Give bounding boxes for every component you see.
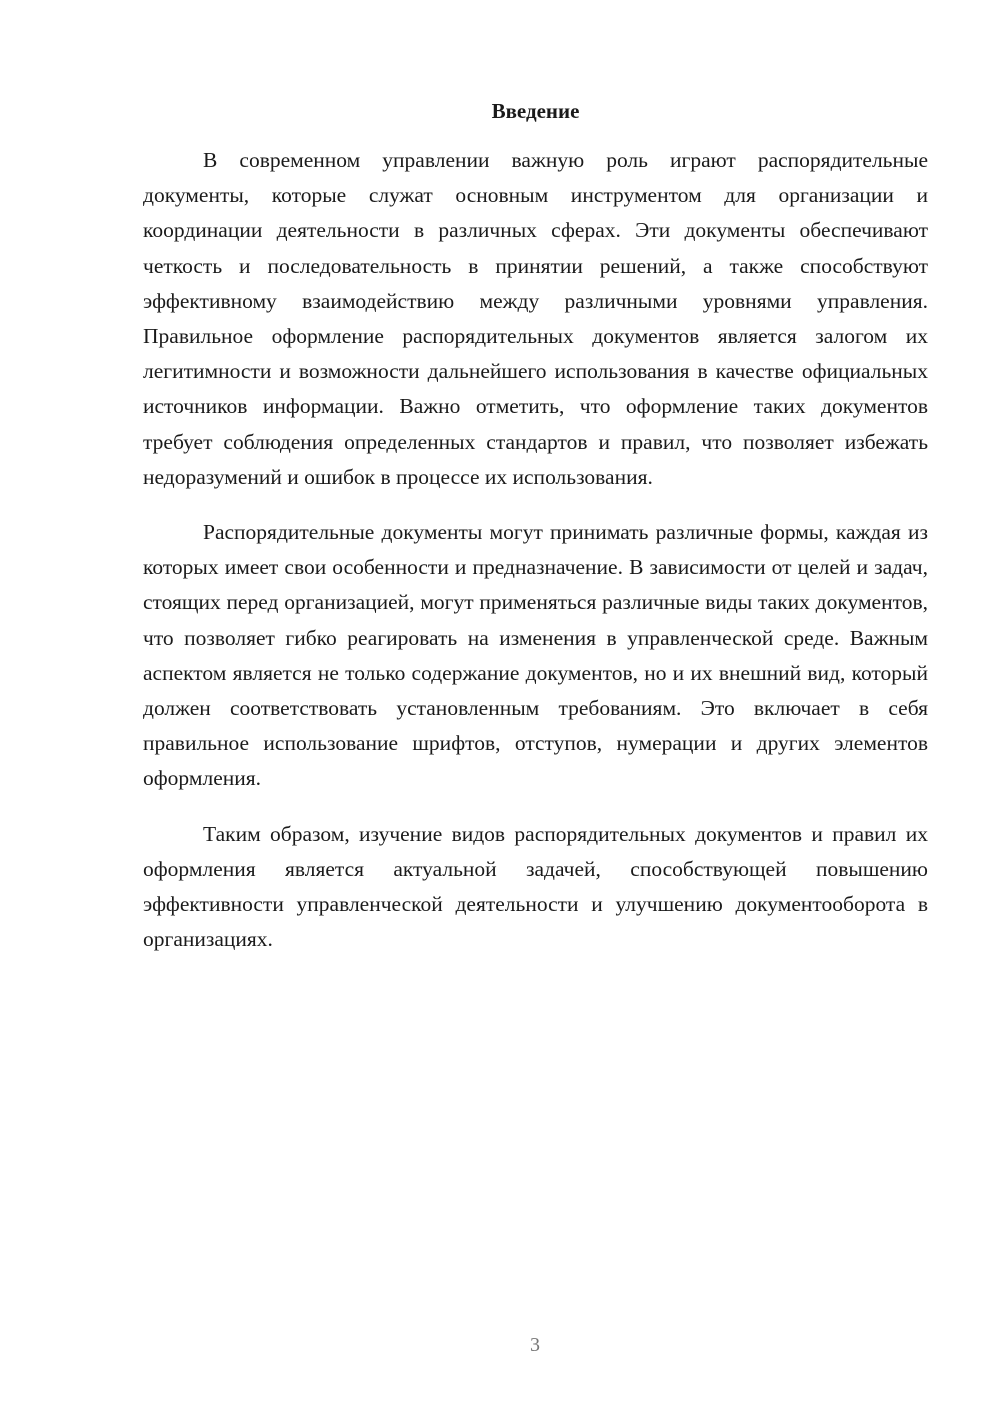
section-title: Введение: [491, 99, 580, 123]
paragraph-3: Таким образом, изучение видов распорядительных документов и правил их оформления является актуальной задачей, способствующей повышению эффективности управленческой деятельности и улучшению документооборота в организациях.: [143, 821, 928, 952]
paragraph-2: Распорядительные документы могут принимать различные формы, каждая из которых имеет свои особенности и предназначение. В зависимости от целей и задач, стоящих перед организацией, могут применяться различные виды таких документов, что позволяет гибко реагировать на изменения в управленческой среде. Важным аспектом является не только содержание документов, но и их внешний вид, который должен соответствовать установленным требованиям. Это включает в себя правильное использование шрифтов, отступов, нумерации и других элементов оформления.: [143, 520, 928, 791]
page-content: [143, 95, 928, 977]
page-number: 3: [530, 1334, 540, 1356]
paragraph-1: В современном управлении важную роль играют распорядительные документы, которые служат основным инструментом для организации и координации деятельности в различных сферах. Эти документы обеспечивают четкость и последовательность в принятии решений, а также способствуют эффективному взаимодействию между различными уровнями управления. Правильное оформление распорядительных документов является залогом их легитимности и возможности дальнейшего использования в качестве официальных источников информации. Важно отметить, что оформление таких документов требует соблюдения определенных стандартов и правил, что позволяет избежать недоразумений и ошибок в процессе их использования.: [143, 148, 928, 489]
